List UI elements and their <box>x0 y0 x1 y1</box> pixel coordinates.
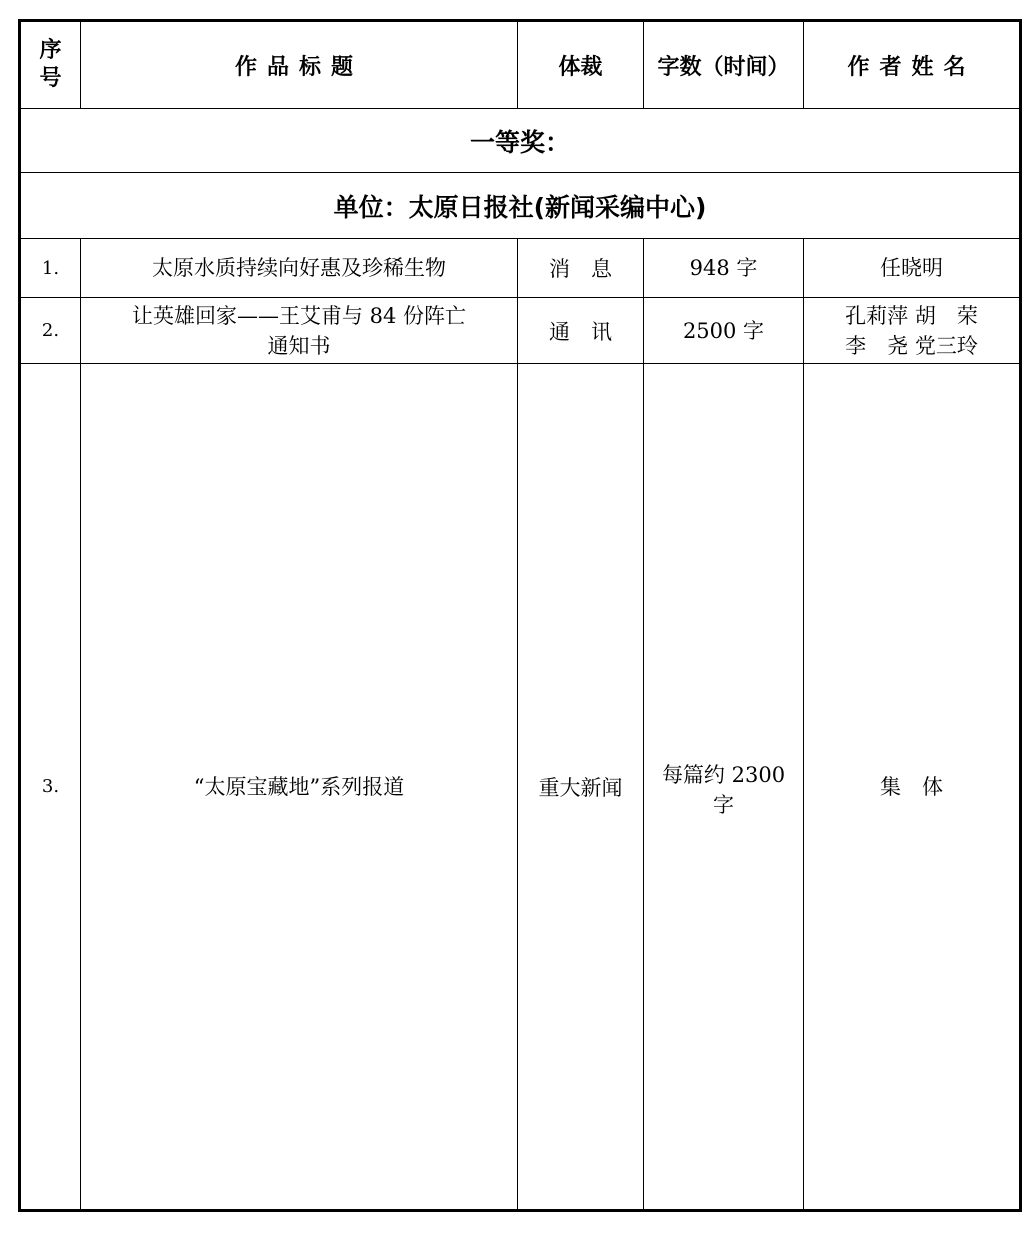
award-table <box>18 19 1022 1212</box>
table-header-row <box>20 21 1021 109</box>
row-words: 每篇约 2300 字 <box>644 364 804 1211</box>
row-author: 集 体 <box>804 364 1021 1211</box>
row-title: “太原宝藏地”系列报道 <box>81 364 518 1211</box>
row-genre: 重大新闻 <box>518 364 644 1211</box>
table-row <box>20 298 1021 364</box>
row-genre: 通 讯 <box>518 298 644 364</box>
unit-row <box>20 173 1021 239</box>
table-row <box>20 364 1021 1211</box>
unit-label: 单位：太原日报社(新闻采编中心) <box>20 173 1021 239</box>
row-title: 让英雄回家——王艾甫与 84 份阵亡 通知书 <box>81 298 518 364</box>
row-author: 任晓明 <box>804 239 1021 298</box>
header-words: 字数（时间） <box>644 21 804 109</box>
row-words: 2500 字 <box>644 298 804 364</box>
row-author: 孔莉萍 胡 荣 李 尧 党三玲 <box>804 298 1021 364</box>
header-seq: 序 号 <box>20 21 81 109</box>
header-author: 作者姓名 <box>804 21 1021 109</box>
header-title: 作品标题 <box>81 21 518 109</box>
prize-level-row <box>20 109 1021 173</box>
row-seq: 3. <box>20 364 81 1211</box>
row-words: 948 字 <box>644 239 804 298</box>
row-seq: 2. <box>20 298 81 364</box>
header-genre: 体裁 <box>518 21 644 109</box>
table-row <box>20 239 1021 298</box>
row-seq: 1. <box>20 239 81 298</box>
row-genre: 消 息 <box>518 239 644 298</box>
prize-level-label: 一等奖： <box>20 109 1021 173</box>
row-title: 太原水质持续向好惠及珍稀生物 <box>81 239 518 298</box>
